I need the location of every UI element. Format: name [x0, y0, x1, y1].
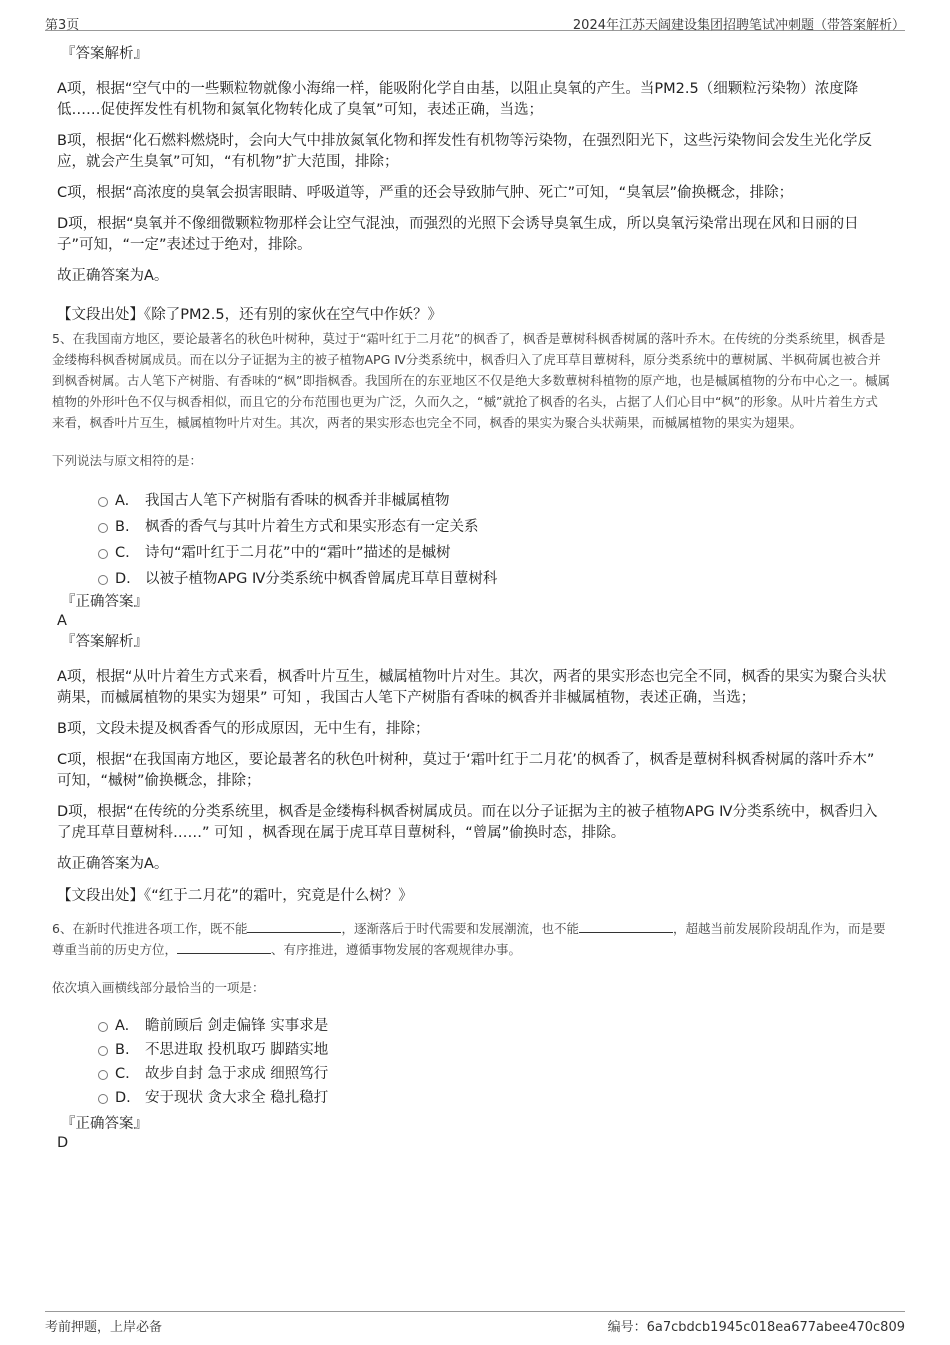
- analysis-label: 『答案解析』: [61, 634, 148, 650]
- page-header: [45, 0, 905, 31]
- source-citation: 【文段出处】《“红于二月花”的霜叶，究竟是什么树？》: [57, 888, 413, 904]
- radio-button-icon[interactable]: [98, 1070, 108, 1080]
- document-title: 2024年江苏天阔建设集团招聘笔试冲刺题（带答案解析）: [572, 18, 905, 33]
- blank-line: [579, 920, 673, 933]
- radio-button-icon[interactable]: [98, 1094, 108, 1104]
- radio-button-icon[interactable]: [98, 1022, 108, 1032]
- analysis-paragraph: A项，根据“空气中的一些颗粒物就像小海绵一样，能吸附化学自由基，以阻止臭氧的产生。当PM2.5（细颗粒污染物）浓度降低……促使挥发性有机物和氮氧化物转化成了臭氧”可知，表述正确，当选；: [57, 81, 859, 118]
- analysis-paragraph: A项，根据“从叶片着生方式来看，枫香叶片互生，槭属植物叶片对生。其次，两者的果实形态也完全不同，枫香的果实为聚合头状蒴果，而槭属植物的果实为翅果” 可知 ，我国古人笔下产树脂有香味的枫香并非槭属植物，表述正确，当选；: [57, 669, 887, 706]
- footer-slogan: 考前押题，上岸必备: [45, 1320, 163, 1335]
- analysis-paragraph: C项，根据“在我国南方地区，要论最著名的秋色叶树种，莫过于‘霜叶红于二月花’的枫香了，枫香是蕈树科枫香树属的落叶乔木” 可知，“槭树”偷换概念，排除；: [57, 752, 875, 789]
- radio-button-icon[interactable]: [98, 575, 108, 585]
- question-5-options: [57, 488, 890, 592]
- radio-button-icon[interactable]: [98, 1046, 108, 1056]
- correct-answer: D: [57, 1135, 69, 1151]
- question-6-options: [57, 1014, 890, 1110]
- option-d[interactable]: D. 以被子植物APG Ⅳ分类系统中枫香曾属虎耳草目蕈树科: [57, 566, 890, 592]
- blank-line: [247, 920, 341, 933]
- page-footer: [45, 1311, 905, 1340]
- option-a[interactable]: A. 我国古人笔下产树脂有香味的枫香并非槭属植物: [57, 488, 890, 514]
- correct-answer: A: [57, 613, 67, 629]
- blank-line: [177, 941, 271, 954]
- question-5-prompt: 下列说法与原文相符的是：: [52, 453, 203, 468]
- question-6-prompt: 依次填入画横线部分最恰当的一项是：: [52, 980, 265, 995]
- radio-button-icon[interactable]: [98, 523, 108, 533]
- radio-button-icon[interactable]: [98, 497, 108, 507]
- correct-answer-label: 『正确答案』: [61, 1116, 148, 1132]
- question-6-text: 6、在新时代推进各项工作，既不能 ，逐渐落后于时代需要和发展潮流，也不能 ，超越当前发展阶段胡乱作为，而是要尊重当前的历史方位， 、有序推进，遵循事物发展的客观规律办事。: [52, 921, 886, 957]
- analysis-paragraph: B项，根据“化石燃料燃烧时，会向大气中排放氮氧化物和挥发性有机物等污染物，在强烈阳光下，这些污染物间会发生光化学反应，就会产生臭氧”可知，“有机物”扩大范围，排除；: [57, 133, 872, 170]
- question-5-text: 5、在我国南方地区，要论最著名的秋色叶树种，莫过于“霜叶红于二月花”的枫香了，枫香是蕈树科枫香树属的落叶乔木。在传统的分类系统里，枫香是金缕梅科枫香树属成员。而在以分子证据为主的被子植物APG Ⅳ分类系统中，枫香归入了虎耳草目蕈树科，原分类系统中的蕈树属、半枫荷属也被合并到枫香树属。古人笔下产树脂、有香味的“枫”即指枫香。我国所在的东亚地区不仅是绝大多数蕈树科植物的原产地，也是槭属植物的分布中心之一。槭属植物的外形叶色不仅与枫香相似，而且它的分布范围也更为广泛，久而久之，“槭”就抢了枫香的名头，占据了人们心目中“枫”的形象。从叶片着生方式来看，枫香叶片互生，槭属植物叶片对生。其次，两者的果实形态也完全不同，枫香的果实为聚合头状蒴果，而槭属植物的果实为翅果。: [52, 331, 890, 430]
- analysis-paragraph: D项，根据“臭氧并不像细微颗粒物那样会让空气混浊，而强烈的光照下会诱导臭氧生成，所以臭氧污染常出现在风和日丽的日子”可知，“一定”表述过于绝对，排除。: [57, 216, 859, 253]
- analysis-label: 『答案解析』: [61, 46, 148, 62]
- analysis-conclusion: 故正确答案为A。: [57, 268, 169, 284]
- page-content: [52, 44, 890, 1153]
- radio-button-icon[interactable]: [98, 549, 108, 559]
- document-id: 编号：6a7cbdcb1945c018ea677abee470c809: [607, 1320, 905, 1335]
- option-d[interactable]: D. 安于现状 贪大求全 稳扎稳打: [57, 1086, 890, 1110]
- option-c[interactable]: C. 诗句“霜叶红于二月花”中的“霜叶”描述的是槭树: [57, 540, 890, 566]
- correct-answer-label: 『正确答案』: [61, 594, 148, 610]
- option-c[interactable]: C. 故步自封 急于求成 细照笃行: [57, 1062, 890, 1086]
- option-a[interactable]: A. 瞻前顾后 剑走偏锋 实事求是: [57, 1014, 890, 1038]
- source-citation: 【文段出处】《除了PM2.5，还有别的家伙在空气中作妖？》: [57, 307, 443, 323]
- analysis-paragraph: B项，文段未提及枫香香气的形成原因，无中生有，排除；: [57, 721, 430, 737]
- page-number: 第3页: [45, 18, 80, 33]
- analysis-paragraph: C项，根据“高浓度的臭氧会损害眼睛、呼吸道等，严重的还会导致肺气肿、死亡”可知，“臭氧层”偷换概念，排除；: [57, 185, 794, 201]
- option-b[interactable]: B. 不思进取 投机取巧 脚踏实地: [57, 1038, 890, 1062]
- analysis-paragraph: D项，根据“在传统的分类系统里，枫香是金缕梅科枫香树属成员。而在以分子证据为主的被子植物APG Ⅳ分类系统中，枫香归入了虎耳草目蕈树科……” 可知 ，枫香现在属于虎耳草目蕈树科，“曾属”偷换时态，排除。: [57, 804, 878, 841]
- option-b[interactable]: B. 枫香的香气与其叶片着生方式和果实形态有一定关系: [57, 514, 890, 540]
- analysis-conclusion: 故正确答案为A。: [57, 856, 169, 872]
